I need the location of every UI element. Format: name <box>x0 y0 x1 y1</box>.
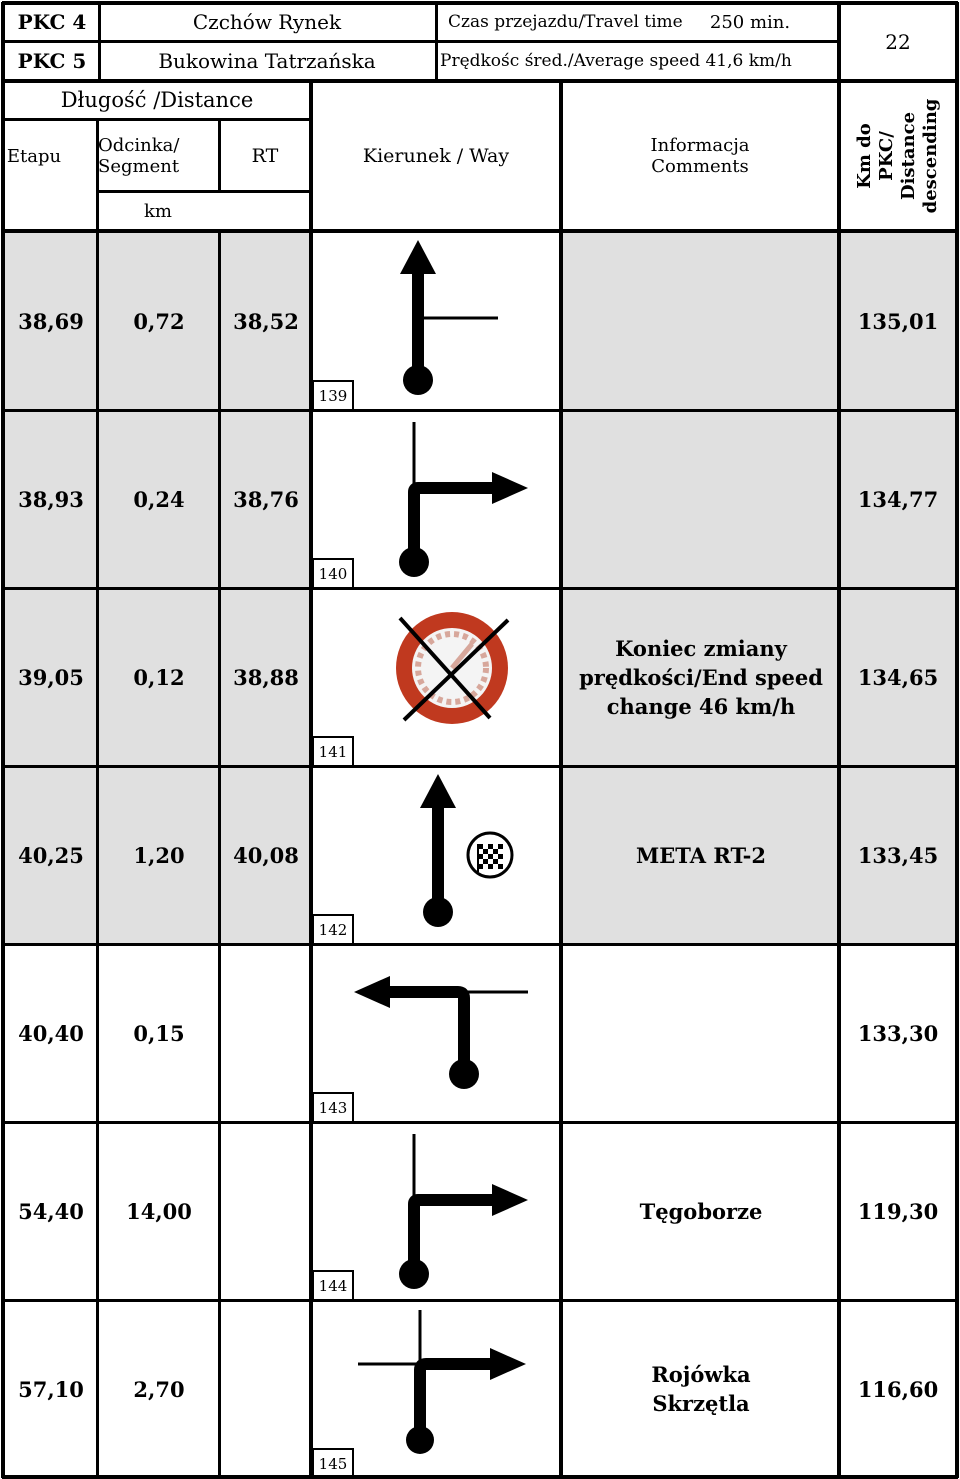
comment <box>562 944 840 1122</box>
grid-line <box>2 1475 958 1479</box>
grid-line <box>2 79 958 83</box>
travel-time-value: 250 min. <box>709 11 791 33</box>
stage-km: 40,25 <box>18 842 84 868</box>
distance-group-label: Długość /Distance <box>60 88 254 112</box>
rt-km <box>220 1300 312 1478</box>
km-to-pkc-header <box>840 82 956 230</box>
page-number: 22 <box>885 30 911 54</box>
rt-km: 40,08 <box>233 842 299 868</box>
grid-line <box>2 229 958 233</box>
km-to-pkc-header-text: Km do PKC/ Distance descending <box>854 98 941 214</box>
grid-line <box>97 190 312 193</box>
stage-km: 57,10 <box>18 1376 84 1402</box>
grid-line <box>96 119 99 1478</box>
to-name: Bukowina Tatrzańska <box>158 49 376 73</box>
instruction-number-box: 139 <box>312 380 354 410</box>
travel-time-label: Czas przejazdu/Travel time <box>448 12 683 32</box>
comment <box>562 232 840 410</box>
grid-line <box>2 1121 958 1124</box>
stage-km: 54,40 <box>18 1198 84 1224</box>
km-to-pkc: 116,60 <box>857 1376 939 1402</box>
comment: Tęgoborze <box>639 1198 763 1224</box>
segment-km: 0,12 <box>133 664 185 690</box>
km-to-pkc: 134,65 <box>857 664 939 690</box>
grid-line <box>2 40 838 43</box>
segment-km: 1,20 <box>133 842 185 868</box>
comments-header: Informacja Comments <box>650 135 750 177</box>
grid-line <box>218 232 221 1478</box>
stage-km: 38,69 <box>18 308 84 334</box>
comment: Koniec zmiany prędkości/End speed change 46 km/h <box>579 635 823 719</box>
km-to-pkc: 133,45 <box>857 842 939 868</box>
grid-line <box>435 2 438 81</box>
grid-line <box>2 943 958 946</box>
stage-km: 39,05 <box>18 664 84 690</box>
instruction-number-box: 141 <box>312 736 354 766</box>
header <box>0 0 960 232</box>
grid-line <box>2 118 312 121</box>
segment-km: 2,70 <box>133 1376 185 1402</box>
grid-line <box>2 1299 958 1302</box>
grid-line <box>218 119 221 192</box>
grid-line <box>559 81 563 1478</box>
km-to-pkc: 135,01 <box>857 308 939 334</box>
instruction-number-box: 140 <box>312 558 354 588</box>
stage-header: Etapu <box>6 145 62 167</box>
instruction-number-box: 144 <box>312 1270 354 1300</box>
stage-km: 40,40 <box>18 1020 84 1046</box>
pkc-from-label: PKC 4 <box>17 10 87 34</box>
comment: Rojówka Skrzętla <box>651 1362 751 1416</box>
segment-header: Odcinka/ Segment <box>98 135 180 177</box>
comment <box>562 410 840 588</box>
grid-line <box>1 2 5 1478</box>
segment-km: 0,24 <box>133 486 185 512</box>
instruction-number-box: 142 <box>312 914 354 944</box>
segment-km: 0,15 <box>133 1020 185 1046</box>
grid-line <box>955 2 959 1478</box>
grid-line <box>98 2 101 81</box>
pkc-to-label: PKC 5 <box>17 49 87 73</box>
instruction-number-box: 143 <box>312 1092 354 1122</box>
grid-line <box>2 587 958 590</box>
km-to-pkc: 133,30 <box>857 1020 939 1046</box>
instruction-number-box: 145 <box>312 1448 354 1478</box>
grid-line <box>2 765 958 768</box>
grid-line <box>309 81 313 1478</box>
grid-line <box>2 409 958 412</box>
rt-km <box>220 1122 312 1300</box>
grid-line <box>837 2 841 1478</box>
km-to-pkc: 119,30 <box>857 1198 939 1224</box>
rt-km: 38,52 <box>233 308 299 334</box>
way-header: Kierunek / Way <box>362 145 510 167</box>
rt-header: RT <box>251 145 279 167</box>
km-to-pkc: 134,77 <box>857 486 939 512</box>
comment: META RT-2 <box>636 842 766 868</box>
unit-label: km <box>144 200 172 222</box>
from-name: Czchów Rynek <box>192 10 342 34</box>
rt-km <box>220 944 312 1122</box>
stage-km: 38,93 <box>18 486 84 512</box>
rt-km: 38,76 <box>233 486 299 512</box>
rt-km: 38,88 <box>233 664 299 690</box>
grid-line <box>2 1 958 5</box>
avg-speed-label: Prędkośc śred./Average speed 41,6 km/h <box>440 51 792 71</box>
segment-km: 0,72 <box>133 308 185 334</box>
segment-km: 14,00 <box>126 1198 192 1224</box>
